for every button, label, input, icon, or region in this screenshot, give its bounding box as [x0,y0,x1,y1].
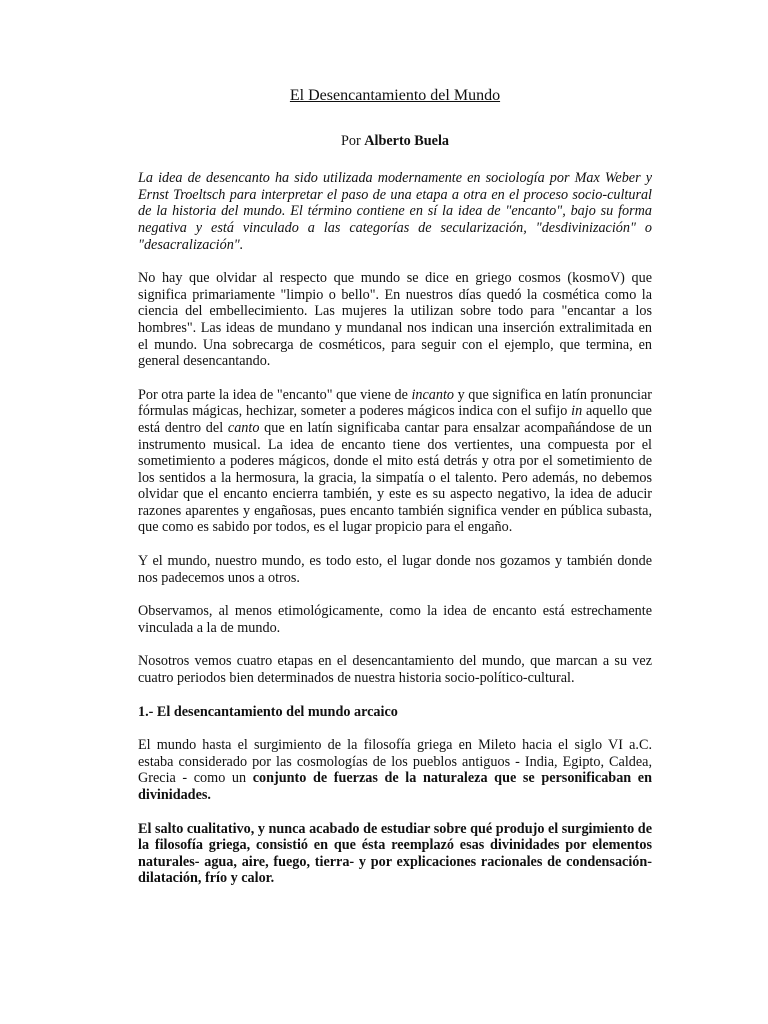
author-name: Alberto Buela [364,132,449,149]
document-title: El Desencantamiento del Mundo [289,87,501,104]
paragraph-mundo: Y el mundo, nuestro mundo, es todo esto, el lugar donde nos gozamos y también donde nos padecemos unos a otros. [138,553,652,586]
paragraph-encanto-part-c: aquello que está dentro del [138,403,652,436]
term-incanto: incanto [411,386,455,403]
paragraph-etimologia: Observamos, al menos etimológicamente, como la idea de encanto está estrechamente vinculada a la de mundo. [138,603,652,636]
intro-paragraph: La idea de desencanto ha sido utilizada modernamente en sociología por Max Weber y Ernst Troeltsch para interpretar el paso de una etapa a otra en el proceso socio-cultural de la historia del mundo. El término contiene en sí la idea de "encanto", bajo su forma negativa y está vinculado a las categorías de secularización, "desdivinización" o "desacralización". [138,170,652,253]
paragraph-mundo-arcaico-bold: conjunto de fuerzas de la naturaleza que se personificaban en divinidades. [138,770,652,803]
paragraph-encanto-part-b: y que significa en latín pronunciar fórmulas mágicas, hechizar, someter a poderes mágicos indica con el sufijo [138,386,652,420]
term-in: in [571,403,583,420]
paragraph-encanto-part-d: que en latín significaba cantar para ensalzar acompañándose de un instrumento musical. La idea de encanto tiene dos vertientes, una compuesta por el sometimiento a poderes mágicos, donde el mito está detrás y otra por el sometimiento de los sentidos a la hermosura, la gracia, la simpatía o el talento. Pero además, no debemos olvidar que el encanto encierra también, y este es su aspecto negativo, la idea de aducir razones aparentes y engañosas, pues encanto también significa vender en pública subasta, que como es sabido por todos, es el lugar propicio para el engaño. [138,419,652,536]
term-canto: canto [227,419,260,436]
paragraph-encanto-part-a: Por otra parte la idea de "encanto" que viene de [138,386,412,403]
paragraph-etapas: Nosotros vemos cuatro etapas en el desencantamiento del mundo, que marcan a su vez cuatro periodos bien determinados de nuestra historia socio-político-cultural. [138,653,652,687]
paragraph-cosmos: No hay que olvidar al respecto que mundo se dice en griego cosmos (kosmoV) que significa primariamente "limpio o bello". En nuestros días quedó la cosmética como la ciencia del embellecimiento. Las mujeres la utilizan sobre todo para "encantar a los hombres". Las ideas de mundano y mundanal nos indican una inserción extralimitada en el mundo. Una sobrecarga de cosméticos, para seguir con el ejemplo, que termina, en general desencantando. [138,270,652,370]
section-heading-1: 1.- El desencantamiento del mundo arcaico [138,703,398,720]
paragraph-salto-cualitativo: El salto cualitativo, y nunca acabado de estudiar sobre qué produjo el surgimiento de la filosofía griega, consistió en que ésta reemplazó esas divinidades por elementos naturales- agua, aire, fuego, tierra- y por explicaciones racionales de condensación-dilatación, frío y calor. [138,820,652,887]
byline [138,133,652,150]
paragraph-encanto [138,387,652,536]
paragraph-mundo-arcaico [138,737,652,803]
document-page [138,78,652,887]
byline-prefix: Por [341,132,365,149]
paragraph-mundo-arcaico-part-a: El mundo hasta el surgimiento de la filosofía griega en Mileto hacia el siglo VI a.C. estaba considerado por las cosmologías de los pueblos antiguos - India, Egipto, Caldea, Grecia - como un [138,737,652,787]
